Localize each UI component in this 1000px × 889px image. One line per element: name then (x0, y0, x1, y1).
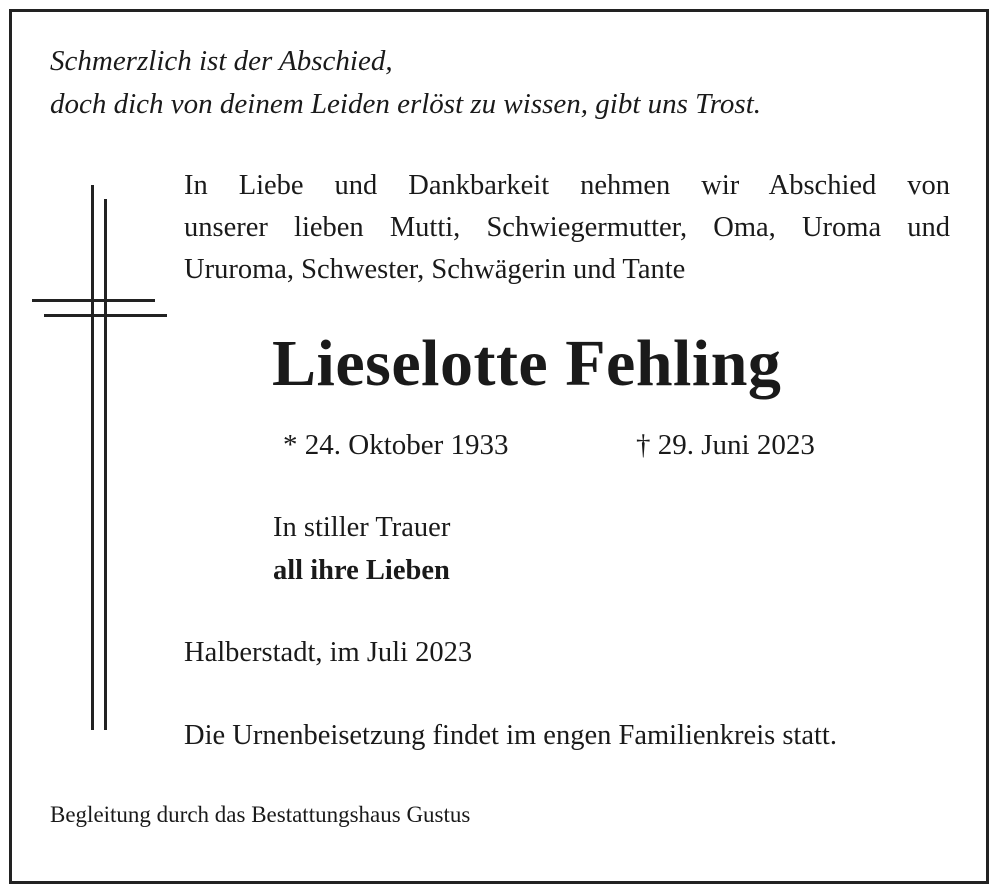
funeral-home-credit: Begleitung durch das Bestattungshaus Gustus (50, 802, 471, 827)
motto-line-2: doch dich von deinem Leiden erlöst zu wissen, gibt uns Trost. (50, 88, 762, 120)
intro-text (184, 165, 950, 291)
intro-line-3: Ururoma, Schwester, Schwägerin und Tante (184, 254, 686, 285)
double-line-cross-icon (32, 185, 167, 730)
intro-line-2: unserer lieben Mutti, Schwiegermutter, Oma, Uroma und (184, 212, 950, 243)
motto-line-1: Schmerzlich ist der Abschied, (50, 45, 393, 77)
deceased-name: Lieselotte Fehling (272, 327, 782, 400)
death-date: † 29. Juni 2023 (636, 429, 815, 461)
mourning-phrase: In stiller Trauer (273, 512, 451, 543)
burial-notice: Die Urnenbeisetzung findet im engen Familienkreis statt. (184, 720, 837, 751)
birth-date: * 24. Oktober 1933 (283, 429, 509, 461)
intro-line-1: In Liebe und Dankbarkeit nehmen wir Abschied von (184, 170, 950, 201)
place-and-date: Halberstadt, im Juli 2023 (184, 637, 473, 668)
mourners-signature: all ihre Lieben (273, 555, 450, 586)
